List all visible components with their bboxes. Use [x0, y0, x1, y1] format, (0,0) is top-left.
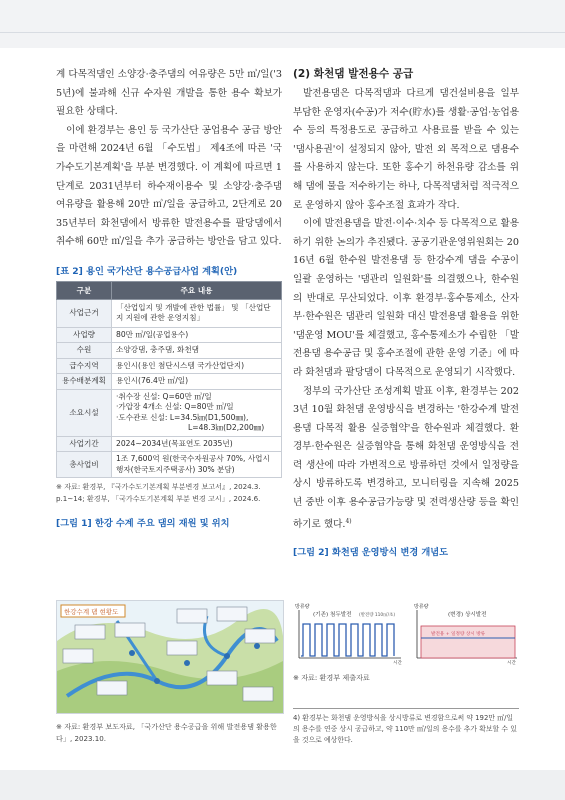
- left-column: [56, 66, 282, 529]
- table-row: [57, 343, 282, 359]
- table2-caption-tag: [표 2]: [56, 265, 83, 277]
- row-value: 1조 7,600억 원(한국수자원공사 70%, 사업시행자(한국토지주택공사) 30% 분담): [112, 452, 282, 478]
- figure1-source: ※ 자료: 환경부 보도자료, 「국가산단 용수공급을 위해 발전용댐 활용한다」, 2023.10.: [56, 722, 277, 743]
- figure2-caption-tag: [그림 2]: [293, 547, 329, 559]
- right-paragraph-3-text: 정부의 국가산단 조성계획 발표 이후, 환경부는 2023년 10월 화천댐 운영방식을 변경하는 '한강수계 발전용댐 다목적 활용 실증협약'을 한수원과 체결했다. 환경부·한수원은 실증협약을 통해 화천댐 운영방식을 전력 생산에 따라 가변적으로 방류하던 것에서 일정량을 상시 방류하도록 변경하고, 모니터링을 지속해 2025년 중반 이후 용수공급가능량 및 전력생산량 등을 확인하기로 했다.: [293, 385, 519, 530]
- figure1-caption-tag: [그림 1]: [56, 518, 92, 530]
- row-value: 용인시(76.4만 ㎥/일): [112, 374, 282, 390]
- table2-caption-title: 용인 국가산단 용수공급사업 계획(안): [86, 265, 238, 277]
- table-row: [57, 436, 282, 452]
- row-key: 사업근거: [57, 299, 112, 327]
- table-row: [57, 358, 282, 374]
- facility-line: ·가압장 4개소 신설: Q=80만 ㎥/일: [116, 402, 234, 412]
- footnote-block: [293, 708, 519, 746]
- left-paragraph-1: 계 다목적댐인 소양강·충주댐의 여유량은 5만 ㎥/일('35년)에 불과해 신규 수자원 개발을 통한 용수 확보가 필요한 상태다.: [56, 69, 282, 118]
- row-key: 급수지역: [57, 358, 112, 374]
- header-rule: [0, 32, 565, 33]
- y-axis-label-right: 방류량: [414, 604, 429, 610]
- left-paragraph-2: 이에 환경부는 용인 등 국가산단 공업용수 공급 방안을 마련해 2024년 6월 「수도법」 제4조에 따른 '국가수도기본계획'을 부분 변경했다. 이 계획에 따르면 1단계로 2031년부터 하수재이용수 및 소양강·충주댐 여유량을 활용해 20만 ㎥/일을 공급하고, 2단계로 2035년부터 화천댐에서 방류한 발전용수를 팔당댐에서 취수해 60만 ㎥/일을 추가 공급하는 방안을 담고 있다.: [56, 124, 282, 248]
- figure2-image: [293, 600, 519, 666]
- figure1-image: [56, 600, 284, 714]
- left-panel-sub: (발전량 110㎥/초): [359, 613, 396, 618]
- x-axis-label-left: 시간: [393, 661, 402, 666]
- footnote: [293, 713, 519, 746]
- right-paragraph-3: [293, 383, 519, 535]
- table-row: [57, 452, 282, 478]
- peak-release-line: [301, 624, 394, 656]
- row-value: [112, 389, 282, 436]
- table-header-content: 주요 내용: [112, 281, 282, 299]
- figure1-caption-title: 한강 수계 주요 댐의 재원 및 위치: [94, 518, 230, 530]
- row-value: 「산업입지 및 개발에 관한 법률」 및 「산업단지 지원에 관한 운영지침」: [112, 299, 282, 327]
- footnote-number: 4): [293, 714, 301, 722]
- table2-source: ※ 자료: 환경부, 『국가수도기본계획 부분변경 보고서』, 2024.3. p.1~14; 환경부, 「국가수도기본계획 부분 변경 고시」, 2024.6.: [56, 482, 261, 503]
- row-value: 2024~2034년(목표연도 2035년): [112, 436, 282, 452]
- footnote-ref: 4): [345, 517, 352, 525]
- page-header-band: [0, 0, 565, 48]
- row-key: 용수배분계획: [57, 374, 112, 390]
- right-paragraph-1: 발전용댐은 다목적댐과 다르게 댐건설비용을 일부 부담한 운영자(수공)가 저수(貯水)를 생활·공업·농업용수 등의 특정용도로 공급하고 사용료를 받을 수 있는 '댐사용권'이 설정되지 않아, 발전 외 목적으로 댐용수를 사용하지 않는다. 또한 홍수기 하천유량 감소를 위해 댐에 물을 저수하기는 하나, 다목적댐처럼 적극적으로 운영하지 않아 홍수조절 효과가 작다.: [293, 88, 519, 211]
- facility-line: L=48.3㎞(D2,200㎜): [188, 423, 265, 433]
- operation-change-diagram: [293, 600, 519, 666]
- row-value: 80만 ㎥/일(공업용수): [112, 327, 282, 343]
- table2-caption: [56, 263, 282, 277]
- y-axis-label-left: 방류량: [295, 604, 310, 610]
- figure1-source-block: [56, 721, 282, 744]
- figure2-caption: [293, 544, 519, 558]
- footnote-text: 환경부는 화천댐 운영방식을 상시방류로 변경함으로써 약 192만 ㎥/일의 용수를 연중 상시 공급하고, 약 110만 ㎥/일의 용수를 추가 확보할 수 있을 것으로 예상한다.: [293, 714, 517, 744]
- page-footer-band: [0, 770, 565, 800]
- constant-release-label: 발전용 + 일정량 상시 방류: [431, 632, 486, 637]
- row-key: 수원: [57, 343, 112, 359]
- figure1-caption: [56, 515, 282, 529]
- facility-line: ·취수장 신설: Q=60만 ㎥/일: [116, 391, 212, 401]
- facility-line: ·도수관로 신설: L=34.5㎞(D1,500㎜),: [116, 412, 249, 422]
- row-value: 용인시(용인 첨단시스템 국가산업단지): [112, 358, 282, 374]
- row-key: 사업기간: [57, 436, 112, 452]
- plan-table: [56, 281, 282, 479]
- dam-map-illustration: [57, 601, 283, 713]
- row-key: 사업량: [57, 327, 112, 343]
- map-legend: 한강수계 댐 현황도: [64, 608, 119, 616]
- right-paragraph-2: 이에 발전용댐을 발전·이수·치수 등 다목적으로 활용하기 위한 논의가 추진됐다. 공공기관운영위원회는 2016년 6월 한수원 발전용댐 등 한강수계 댐을 수공이 일괄 운영하는 '댐관리 일원화'를 의결했으나, 한수원의 반대로 무산되었다. 이후 환경부·홍수통제소, 산자부·한수원은 댐관리 일원화 대신 발전용댐 활용을 위한 '댐운영 MOU'를 체결했고, 홍수통제소가 수립한 「발전용댐 용수공급 및 홍수조절에 관한 운영 기준」에 따라 화천댐과 팔당댐이 다목적으로 운영되기 시작했다.: [293, 218, 519, 378]
- figure2-source-block: [293, 672, 519, 684]
- row-value: 소양강댐, 충주댐, 화천댐: [112, 343, 282, 359]
- left-panel-label: (기존) 첨두발전: [313, 612, 352, 618]
- row-key: 소요시설: [57, 389, 112, 436]
- figure2-source: ※ 자료: 환경부 제출자료: [293, 673, 370, 682]
- table-row: [57, 389, 282, 436]
- right-column: [293, 66, 519, 558]
- table-header-row: [57, 281, 282, 299]
- table-row: [57, 374, 282, 390]
- right-panel-label: (변경) 상시발전: [448, 612, 487, 618]
- figure2-caption-title: 화천댐 운영방식 변경 개념도: [331, 547, 449, 559]
- table-row: [57, 327, 282, 343]
- x-axis-label-right: 시간: [507, 661, 516, 666]
- section-heading: (2) 화천댐 발전용수 공급: [293, 68, 414, 80]
- row-key: 총사업비: [57, 452, 112, 478]
- table-row: [57, 299, 282, 327]
- table-header-category: 구분: [57, 281, 112, 299]
